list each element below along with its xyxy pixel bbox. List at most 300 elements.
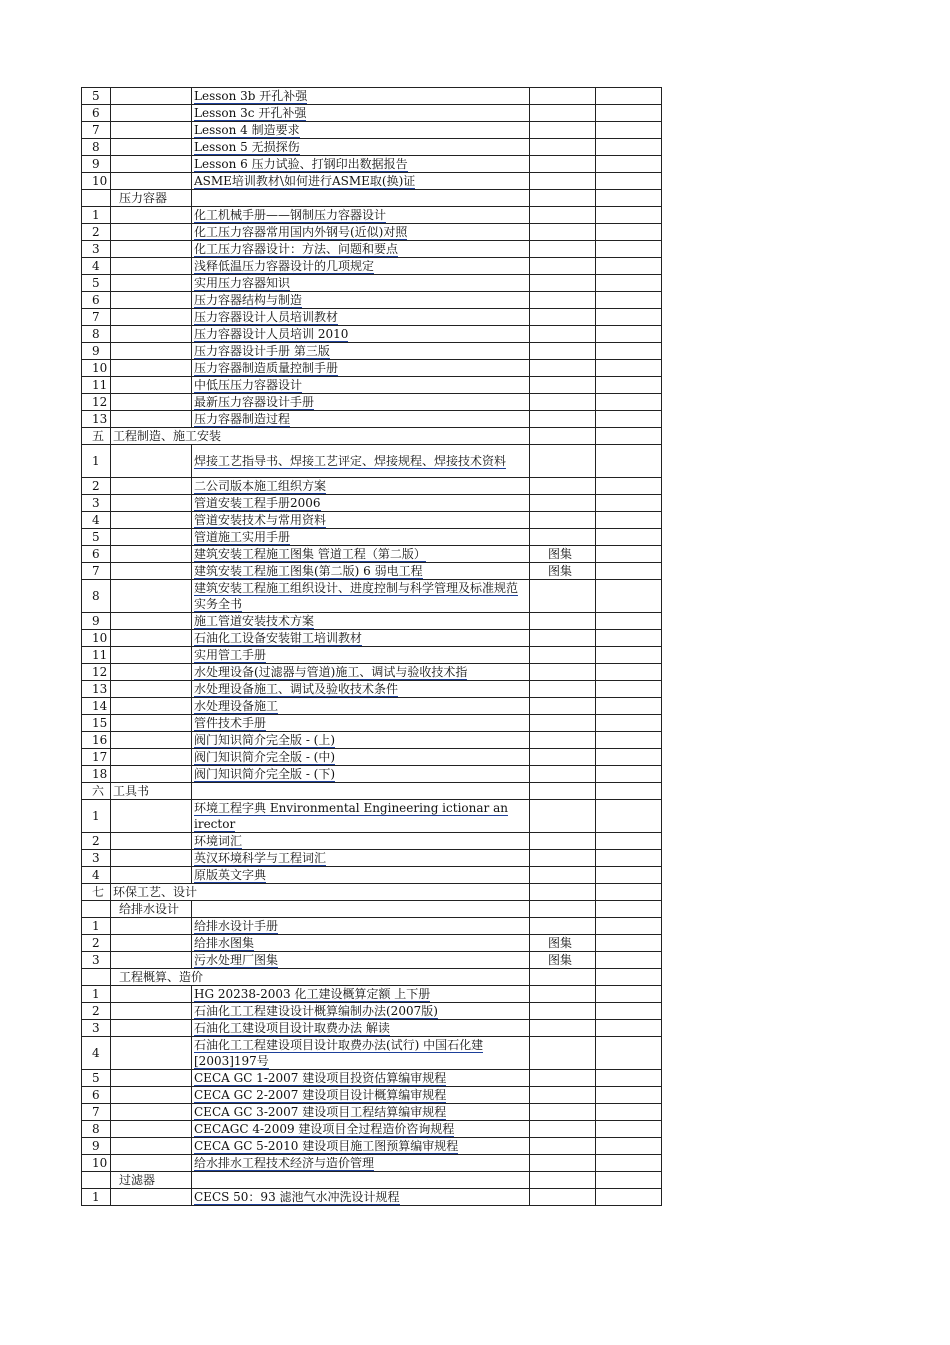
table-row <box>82 1189 662 1206</box>
extra-cell <box>596 1087 662 1104</box>
note-cell <box>530 173 596 190</box>
note-cell <box>530 580 596 613</box>
category-cell <box>111 1155 192 1172</box>
title-cell <box>192 1155 530 1172</box>
category-cell <box>111 1003 192 1020</box>
category-cell <box>111 850 192 867</box>
extra-cell <box>596 1104 662 1121</box>
document-link[interactable]: 化工压力容器常用国内外钢号(近似)对照 <box>194 225 408 239</box>
title-cell <box>192 732 530 749</box>
extra-cell <box>596 343 662 360</box>
row-number: 3 <box>82 952 111 969</box>
note-cell <box>530 986 596 1003</box>
document-link[interactable]: 化工机械手册——钢制压力容器设计 <box>194 208 387 222</box>
category-cell <box>111 546 192 563</box>
note-cell <box>530 309 596 326</box>
category-cell <box>111 207 192 224</box>
extra-cell <box>596 1037 662 1070</box>
title-cell <box>192 715 530 732</box>
table-row <box>82 512 662 529</box>
table-row <box>82 139 662 156</box>
document-link[interactable]: 管件技术手册 <box>194 716 267 730</box>
title-cell <box>192 1104 530 1121</box>
row-number: 8 <box>82 326 111 343</box>
document-link[interactable]: Lesson 3b 开孔补强 <box>194 89 308 103</box>
row-number: 6 <box>82 105 111 122</box>
table-row <box>82 715 662 732</box>
document-link[interactable]: 最新压力容器设计手册 <box>194 395 315 409</box>
document-link[interactable]: Lesson 4 制造要求 <box>194 123 300 137</box>
row-number: 6 <box>82 1087 111 1104</box>
note-cell <box>530 122 596 139</box>
table-row <box>82 1172 662 1189</box>
extra-cell <box>596 918 662 935</box>
row-number: 七 <box>82 884 111 901</box>
extra-cell <box>596 88 662 105</box>
extra-cell <box>596 969 662 986</box>
extra-cell <box>596 715 662 732</box>
title-cell <box>192 1070 530 1087</box>
document-link[interactable]: 石油化工建设项目设计取费办法 解读 <box>194 1021 390 1035</box>
row-number: 15 <box>82 715 111 732</box>
document-link[interactable]: CECAGC 4-2009 建设项目全过程造价咨询规程 <box>194 1122 455 1136</box>
table-row <box>82 969 662 986</box>
category-cell <box>111 681 192 698</box>
row-number: 3 <box>82 1020 111 1037</box>
note-cell <box>530 428 596 445</box>
row-number: 10 <box>82 1155 111 1172</box>
note-cell <box>530 1104 596 1121</box>
extra-cell <box>596 766 662 783</box>
extra-cell <box>596 292 662 309</box>
document-link[interactable]: 环境词汇 <box>194 834 243 848</box>
document-link[interactable]: 化工压力容器设计：方法、问题和要点 <box>194 242 399 256</box>
document-link[interactable]: 浅释低温压力容器设计的几项规定 <box>194 259 375 273</box>
note-cell <box>530 1020 596 1037</box>
row-number: 6 <box>82 292 111 309</box>
note-cell <box>530 360 596 377</box>
document-link[interactable]: Lesson 5 无损探伤 <box>194 140 300 154</box>
extra-cell <box>596 1172 662 1189</box>
document-link[interactable]: CECA GC 2-2007 建设项目设计概算编审规程 <box>194 1088 447 1102</box>
extra-cell <box>596 309 662 326</box>
table-row <box>82 343 662 360</box>
document-link[interactable]: 石油化工工程建设项目设计取费办法(试行) 中国石化建[2003]197号 <box>194 1038 484 1068</box>
table-row <box>82 935 662 952</box>
table-row <box>82 698 662 715</box>
document-link[interactable]: CECA GC 5-2010 建设项目施工图预算编审规程 <box>194 1139 459 1153</box>
note-cell <box>530 1189 596 1206</box>
table-row <box>82 275 662 292</box>
note-cell <box>530 139 596 156</box>
table-row <box>82 88 662 105</box>
extra-cell <box>596 783 662 800</box>
document-link[interactable]: 建筑安装工程施工组织设计、进度控制与科学管理及标准规范实务全书 <box>194 581 519 611</box>
extra-cell <box>596 1003 662 1020</box>
document-link[interactable]: ASME培训教材\如何进行ASME取(换)证 <box>194 174 416 188</box>
row-number <box>82 901 111 918</box>
row-number: 六 <box>82 783 111 800</box>
extra-cell <box>596 833 662 850</box>
extra-cell <box>596 1155 662 1172</box>
category-cell <box>111 88 192 105</box>
title-cell <box>192 122 530 139</box>
note-cell <box>530 377 596 394</box>
row-number: 4 <box>82 867 111 884</box>
row-number: 2 <box>82 224 111 241</box>
extra-cell <box>596 445 662 478</box>
table-row <box>82 681 662 698</box>
row-number: 4 <box>82 1037 111 1070</box>
category-cell <box>111 833 192 850</box>
row-number: 5 <box>82 275 111 292</box>
category-cell <box>111 512 192 529</box>
note-cell <box>530 224 596 241</box>
document-link[interactable]: 石油化工工程建设设计概算编制办法(2007版) <box>194 1004 438 1018</box>
title-cell <box>192 411 530 428</box>
row-number: 14 <box>82 698 111 715</box>
category-cell <box>111 732 192 749</box>
table-row <box>82 207 662 224</box>
document-link[interactable]: 阀门知识简介完全版 - (中) <box>194 750 336 764</box>
row-number: 4 <box>82 258 111 275</box>
table-row <box>82 377 662 394</box>
extra-cell <box>596 850 662 867</box>
document-link[interactable]: 给排水图集 <box>194 936 255 950</box>
table-row <box>82 918 662 935</box>
document-link[interactable]: 环境工程字典 Environmental Engineering ictionar an irector <box>194 801 508 831</box>
document-link[interactable]: 水处理设备施工、调试及验收技术条件 <box>194 682 399 696</box>
note-cell <box>530 630 596 647</box>
document-link[interactable]: 石油化工设备安装钳工培训教材 <box>194 631 363 645</box>
category-cell <box>111 800 192 833</box>
document-link[interactable]: 给水排水工程技术经济与造价管理 <box>194 1156 375 1170</box>
table-row <box>82 360 662 377</box>
extra-cell <box>596 377 662 394</box>
table-row <box>82 258 662 275</box>
title-cell <box>192 630 530 647</box>
category-cell <box>111 613 192 630</box>
document-link[interactable]: 污水处理厂图集 <box>194 953 279 967</box>
note-cell <box>530 783 596 800</box>
document-link[interactable]: CECA GC 1-2007 建设项目投资估算编审规程 <box>194 1071 447 1085</box>
title-cell <box>192 1037 530 1070</box>
title-cell <box>192 986 530 1003</box>
table-row <box>82 241 662 258</box>
document-link[interactable]: 英汉环境科学与工程词汇 <box>194 851 327 865</box>
row-number: 5 <box>82 88 111 105</box>
row-number: 9 <box>82 1138 111 1155</box>
extra-cell <box>596 428 662 445</box>
extra-cell <box>596 546 662 563</box>
note-cell <box>530 1037 596 1070</box>
table-row <box>82 613 662 630</box>
note-cell <box>530 1003 596 1020</box>
note-cell <box>530 918 596 935</box>
note-cell <box>530 1138 596 1155</box>
extra-cell <box>596 681 662 698</box>
extra-cell <box>596 732 662 749</box>
title-cell <box>192 360 530 377</box>
document-link[interactable]: 施工管道安装技术方案 <box>194 614 315 628</box>
category-cell <box>111 1138 192 1155</box>
category-cell <box>111 445 192 478</box>
table-row <box>82 173 662 190</box>
note-cell <box>530 867 596 884</box>
row-number: 11 <box>82 377 111 394</box>
table-row <box>82 664 662 681</box>
category-cell <box>111 1121 192 1138</box>
category-cell <box>111 1037 192 1070</box>
category-cell <box>111 156 192 173</box>
table-row <box>82 1070 662 1087</box>
title-cell <box>192 1020 530 1037</box>
document-link[interactable]: CECS 50：93 滤池气水冲洗设计规程 <box>194 1190 400 1204</box>
row-number: 7 <box>82 122 111 139</box>
note-cell: 图集 <box>530 563 596 580</box>
note-cell: 图集 <box>530 952 596 969</box>
title-cell <box>192 377 530 394</box>
table-row <box>82 105 662 122</box>
extra-cell <box>596 563 662 580</box>
category-cell <box>111 1020 192 1037</box>
document-link[interactable]: Lesson 3c 开孔补强 <box>194 106 307 120</box>
title-cell <box>192 139 530 156</box>
title-cell <box>192 580 530 613</box>
note-cell <box>530 394 596 411</box>
row-number: 2 <box>82 935 111 952</box>
extra-cell <box>596 529 662 546</box>
title-cell <box>192 833 530 850</box>
category-cell <box>111 580 192 613</box>
table-row <box>82 190 662 207</box>
note-cell <box>530 833 596 850</box>
document-link[interactable]: 阀门知识简介完全版 - (下) <box>194 767 336 781</box>
category-cell <box>111 478 192 495</box>
note-cell <box>530 207 596 224</box>
table-row <box>82 156 662 173</box>
table-row <box>82 1138 662 1155</box>
table-row <box>82 986 662 1003</box>
row-number: 3 <box>82 241 111 258</box>
note-cell <box>530 647 596 664</box>
table-row <box>82 529 662 546</box>
row-number: 五 <box>82 428 111 445</box>
row-number: 7 <box>82 1104 111 1121</box>
row-number: 9 <box>82 343 111 360</box>
title-cell <box>192 326 530 343</box>
table-row <box>82 563 662 580</box>
title-cell <box>192 258 530 275</box>
table-row <box>82 647 662 664</box>
note-cell <box>530 241 596 258</box>
extra-cell <box>596 512 662 529</box>
category-cell <box>111 173 192 190</box>
row-number: 9 <box>82 156 111 173</box>
table-row <box>82 901 662 918</box>
row-number: 2 <box>82 1003 111 1020</box>
extra-cell <box>596 1138 662 1155</box>
title-cell <box>192 850 530 867</box>
extra-cell <box>596 411 662 428</box>
row-number: 2 <box>82 478 111 495</box>
extra-cell <box>596 360 662 377</box>
extra-cell <box>596 1070 662 1087</box>
document-link[interactable]: 给排水设计手册 <box>194 919 279 933</box>
title-cell <box>192 275 530 292</box>
category-cell <box>111 495 192 512</box>
note-cell <box>530 275 596 292</box>
document-link[interactable]: 压力容器设计手册 第三版 <box>194 344 330 358</box>
table-row <box>82 1003 662 1020</box>
row-number: 7 <box>82 563 111 580</box>
note-cell <box>530 850 596 867</box>
table-row <box>82 1104 662 1121</box>
row-number: 3 <box>82 495 111 512</box>
row-number: 1 <box>82 986 111 1003</box>
extra-cell <box>596 224 662 241</box>
document-link[interactable]: Lesson 6 压力试验、打钢印出数据报告 <box>194 157 408 171</box>
extra-cell <box>596 495 662 512</box>
title-cell <box>192 1138 530 1155</box>
category-cell <box>111 935 192 952</box>
extra-cell <box>596 275 662 292</box>
document-link[interactable]: 压力容器设计人员培训教材 <box>194 310 339 324</box>
note-cell <box>530 1121 596 1138</box>
title-cell <box>192 105 530 122</box>
title-cell <box>192 901 530 918</box>
category-cell <box>111 529 192 546</box>
title-cell <box>192 156 530 173</box>
document-link[interactable]: 阀门知识简介完全版 - (上) <box>194 733 336 747</box>
category-cell <box>111 326 192 343</box>
document-link[interactable]: 建筑安装工程施工图集(第二版) 6 弱电工程 <box>194 564 423 578</box>
title-cell <box>192 495 530 512</box>
table-row <box>82 732 662 749</box>
note-cell <box>530 512 596 529</box>
note-cell <box>530 105 596 122</box>
row-number: 1 <box>82 207 111 224</box>
note-cell <box>530 88 596 105</box>
title-cell <box>192 445 530 478</box>
category-cell: 工程概算、造价 <box>111 969 530 986</box>
note-cell <box>530 664 596 681</box>
category-cell <box>111 647 192 664</box>
row-number <box>82 969 111 986</box>
table-row <box>82 411 662 428</box>
note-cell <box>530 749 596 766</box>
document-link[interactable]: 压力容器结构与制造 <box>194 293 303 307</box>
document-link[interactable]: 压力容器制造质量控制手册 <box>194 361 339 375</box>
table-row <box>82 1020 662 1037</box>
extra-cell <box>596 698 662 715</box>
document-link[interactable]: HG 20238-2003 化工建设概算定额 上下册 <box>194 987 431 1001</box>
document-link[interactable]: 中低压压力容器设计 <box>194 378 303 392</box>
title-cell <box>192 88 530 105</box>
extra-cell <box>596 647 662 664</box>
title-cell <box>192 681 530 698</box>
document-link[interactable]: 管道施工实用手册 <box>194 530 291 544</box>
document-link[interactable]: CECA GC 3-2007 建设项目工程结算编审规程 <box>194 1105 447 1119</box>
category-cell <box>111 224 192 241</box>
extra-cell <box>596 326 662 343</box>
title-cell <box>192 529 530 546</box>
table-row <box>82 326 662 343</box>
row-number: 16 <box>82 732 111 749</box>
title-cell <box>192 394 530 411</box>
title-cell <box>192 783 530 800</box>
row-number: 3 <box>82 850 111 867</box>
extra-cell <box>596 105 662 122</box>
document-link[interactable]: 水处理设备施工 <box>194 699 279 713</box>
table-row <box>82 122 662 139</box>
table-row <box>82 428 662 445</box>
extra-cell <box>596 173 662 190</box>
row-number: 11 <box>82 647 111 664</box>
note-cell <box>530 732 596 749</box>
document-link[interactable]: 压力容器设计人员培训 2010 <box>194 327 349 341</box>
title-cell <box>192 952 530 969</box>
category-cell <box>111 1189 192 1206</box>
note-cell <box>530 411 596 428</box>
document-link[interactable]: 实用管工手册 <box>194 648 267 662</box>
document-link[interactable]: 压力容器制造过程 <box>194 412 291 426</box>
table-row <box>82 833 662 850</box>
row-number: 4 <box>82 512 111 529</box>
category-cell <box>111 275 192 292</box>
table-body <box>82 88 662 1206</box>
document-link[interactable]: 管道安装工程手册2006 <box>194 496 321 510</box>
category-cell <box>111 749 192 766</box>
row-number: 5 <box>82 1070 111 1087</box>
extra-cell <box>596 478 662 495</box>
document-link[interactable]: 建筑安装工程施工图集 管道工程（第二版） <box>194 547 426 561</box>
title-cell <box>192 1087 530 1104</box>
note-cell <box>530 445 596 478</box>
title-cell <box>192 224 530 241</box>
title-cell <box>192 698 530 715</box>
document-link[interactable]: 水处理设备(过滤器与管道)施工、调试与验收技术指 <box>194 665 468 679</box>
category-cell <box>111 563 192 580</box>
document-link[interactable]: 二公司版本施工组织方案 <box>194 479 327 493</box>
row-number: 8 <box>82 139 111 156</box>
document-link[interactable]: 管道安装技术与常用资料 <box>194 513 327 527</box>
extra-cell <box>596 122 662 139</box>
table-row <box>82 952 662 969</box>
row-number <box>82 1172 111 1189</box>
row-number: 1 <box>82 918 111 935</box>
extra-cell <box>596 867 662 884</box>
extra-cell <box>596 749 662 766</box>
title-cell <box>192 766 530 783</box>
table-row <box>82 783 662 800</box>
note-cell <box>530 698 596 715</box>
row-number: 18 <box>82 766 111 783</box>
document-link[interactable]: 实用压力容器知识 <box>194 276 291 290</box>
category-cell <box>111 139 192 156</box>
table-row <box>82 1155 662 1172</box>
row-number: 9 <box>82 613 111 630</box>
table-row <box>82 495 662 512</box>
row-number: 5 <box>82 529 111 546</box>
document-link[interactable]: 焊接工艺指导书、焊接工艺评定、焊接规程、焊接技术资料 <box>194 454 507 468</box>
title-cell <box>192 207 530 224</box>
row-number: 6 <box>82 546 111 563</box>
document-link[interactable]: 原版英文字典 <box>194 868 267 882</box>
title-cell <box>192 613 530 630</box>
table-row <box>82 749 662 766</box>
extra-cell <box>596 156 662 173</box>
